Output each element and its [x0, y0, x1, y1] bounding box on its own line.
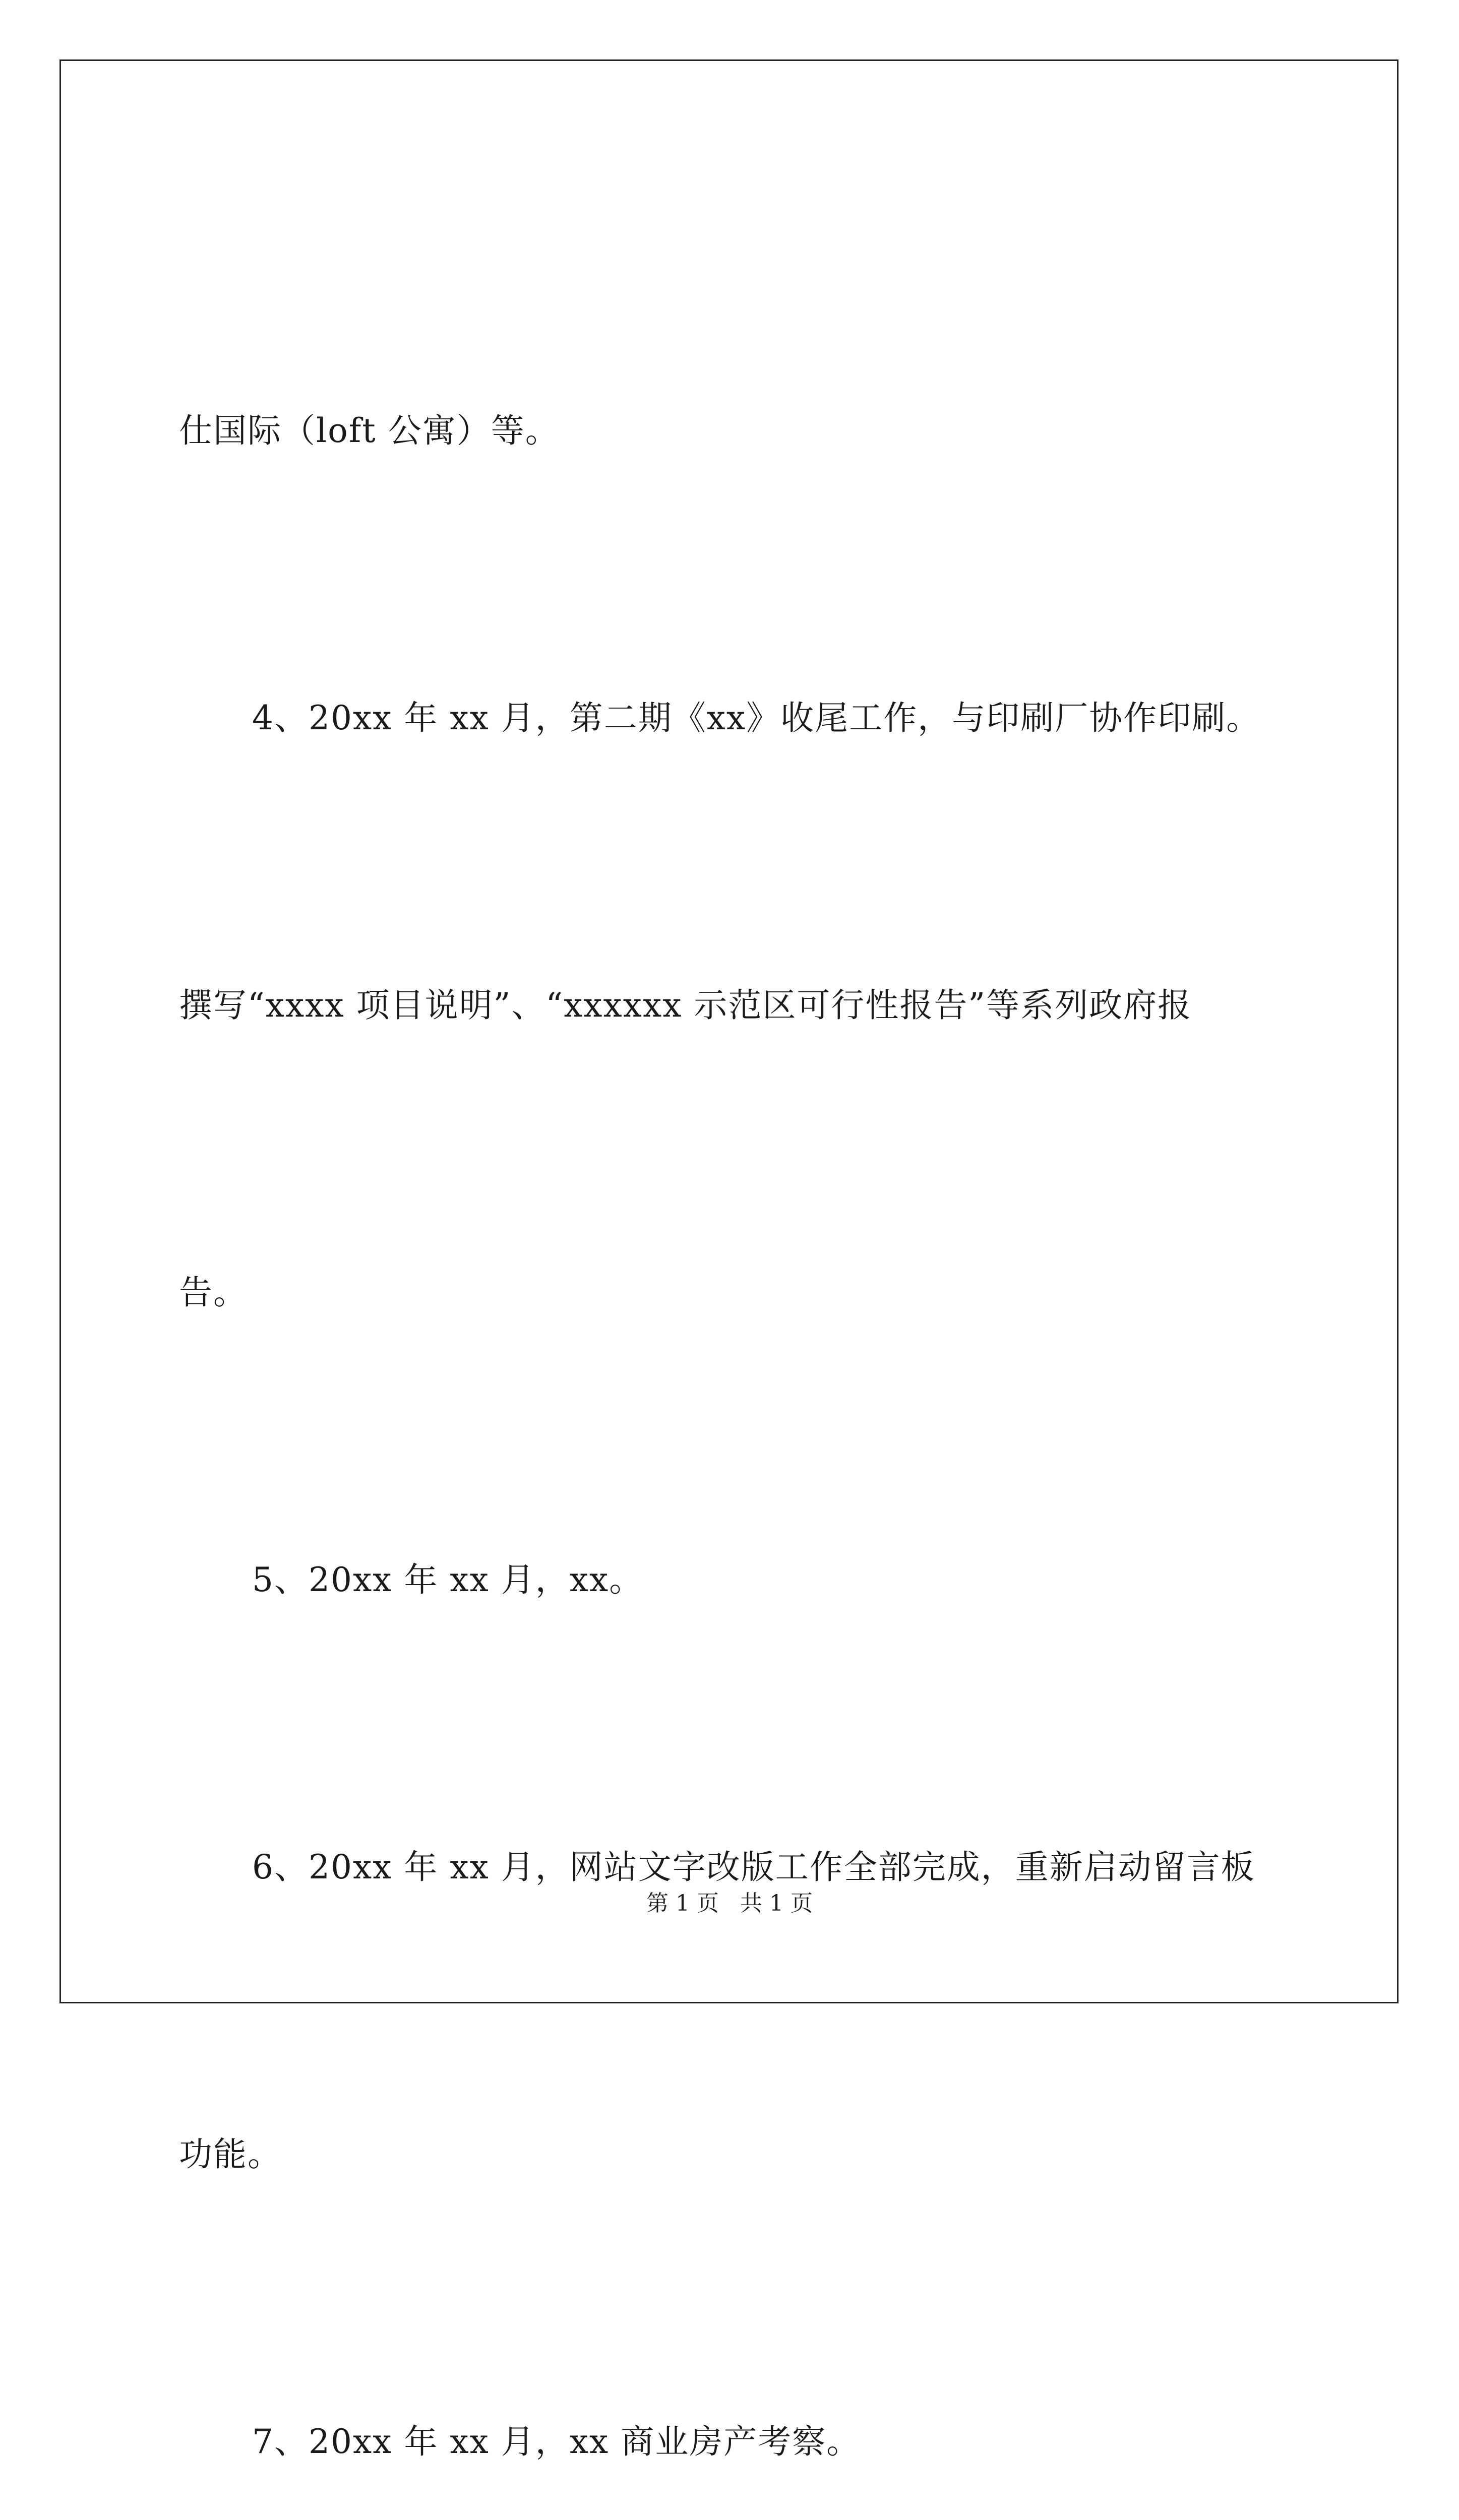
- text-line: 4、20xx 年 xx 月，第二期《xx》收尾工作，与印刷厂协作印刷。: [252, 699, 1261, 737]
- page-number-footer: 第 1 页 共 1 页: [646, 1891, 813, 1916]
- text-line: 仕国际（loft 公寓）等。: [179, 411, 560, 450]
- text-line: 5、20xx 年 xx 月，xx。: [252, 1560, 644, 1599]
- text-line: 6、20xx 年 xx 月，网站文字改版工作全部完成，重新启动留言板: [252, 1848, 1255, 1886]
- text-line: 7、20xx 年 xx 月，xx 商业房产考察。: [252, 2422, 861, 2461]
- text-line: 功能。: [179, 2135, 282, 2174]
- document-body: [179, 192, 1293, 2520]
- text-block: [179, 192, 1293, 2520]
- text-line: 告。: [179, 1273, 248, 1312]
- text-line: 撰写“xxxx 项目说明”、“xxxxxx 示范区可行性报告”等系列政府报: [179, 986, 1192, 1025]
